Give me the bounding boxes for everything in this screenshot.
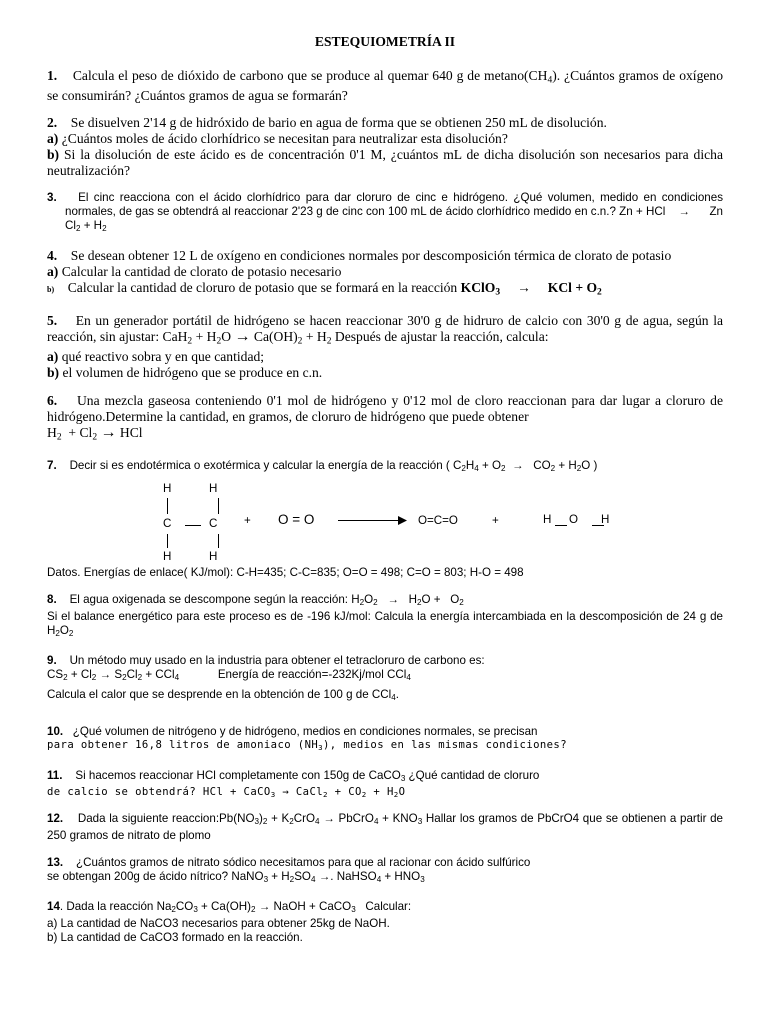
question-7: 7. Decir si es endotérmica o exotérmica y calcular la energía de la reacción ( $C_2H_4 + O_2$ → $CO_2 + H_2O$ ) <box>47 458 598 473</box>
reaction-structure-diagram <box>47 482 723 562</box>
question-11-line2: de calcio se obtendrá? HCl + CaCO$_3$ → CaCl$_2$ + $CO_2 + H_2O$ <box>47 786 406 800</box>
question-2a: a) ¿Cuántos moles de ácido clorhídrico se necesitan para neutralizar esta disolución? <box>47 131 508 147</box>
question-9-equation: $CS_2 + Cl_2 \to S_2Cl_2 + CCl_4$ Energía de reacción=-232Kj/mol CCl$_4$ <box>47 667 411 682</box>
question-8: 8. El agua oxigenada se descompone según la reacción: $H_2O_2$ → $H_2O$ + $O_2$ <box>47 592 464 607</box>
question-4b: b) Calcular la cantidad de cloruro de potasio que se formará en la reacción KClO$_3$ → KCl + $O_2$ <box>47 280 602 298</box>
question-2: 2. Se disuelven 2'14 g de hidróxido de bario en agua de forma que se obtienen 250 mL de disolución. <box>47 115 607 131</box>
plus-sign: + <box>244 513 251 527</box>
atom-h-top-left: H <box>163 481 172 495</box>
document-page <box>47 34 723 945</box>
question-5a: a) qué reactivo sobra y en que cantidad; <box>47 349 265 365</box>
question-14b: b) La cantidad de CaCO3 formado en la reacción. <box>47 931 303 945</box>
atom-h-bottom-left: H <box>163 549 172 563</box>
question-9-line3: Calcula el calor que se desprende en la obtención de 100 g de CCl$_4$. <box>47 687 399 702</box>
atom-h-bottom-right: H <box>209 549 218 563</box>
question-8-line2: Si el balance energético para este proceso es de -196 kJ/mol: Calcula la energía intercambiada en la descomposición de 24 g de $H_2O_2$ <box>47 609 723 638</box>
water-atom-o: O <box>569 512 579 526</box>
question-10-line2: para obtener 16,8 litros de amoniaco $(NH_3)$, medios en las mismas condiciones? <box>47 738 567 752</box>
plus-sign: + <box>492 513 499 527</box>
question-13: 13. ¿Cuántos gramos de nitrato sódico necesitamos para que al racionar con ácido sulfúrico <box>47 856 531 870</box>
question-4: 4. Se desean obtener 12 L de oxígeno en condiciones normales por descomposición térmica de clorato de potasio <box>47 248 672 264</box>
atom-h-top-right: H <box>209 481 218 495</box>
bond-line <box>167 534 168 548</box>
question-11: 11. Si hacemos reaccionar HCl completamente con 150g de CaCO$_3$ ¿Qué cantidad de cloruro <box>47 769 540 784</box>
question-10: 10. ¿Qué volumen de nitrógeno y de hidrógeno, medios en condiciones normales, se precisan <box>47 724 538 738</box>
bond-line <box>555 525 567 526</box>
bond-line <box>218 534 219 548</box>
water-atom-h-left: H <box>543 512 552 526</box>
bond-line <box>185 525 201 526</box>
question-12: 12. Dada la siguiente $reaccion:Pb(NO_3)_2 + K_2CrO_4$ → PbCrO$_4$ + $KNO_3$ Hallar los gramos de PbCrO4 que se obtienen a partir de 250 gramos de nitrato de plomo <box>47 812 723 843</box>
question-9: 9. Un método muy usado en la industria para obtener el tetracloruro de carbono es: <box>47 653 485 667</box>
question-4a: a) Calcular la cantidad de clorato de potasio necesario <box>47 264 342 280</box>
question-number: 1. <box>47 68 58 83</box>
question-1: 1. Calcula el peso de dióxido de carbono que se produce al quemar 640 g de $metano(CH_4)$. ¿Cuántos gramos de oxígeno se consumirán? ¿Cuántos gramos de agua se formarán? <box>47 68 723 104</box>
question-3: 3. El cinc reacciona con el ácido clorhídrico para dar cloruro de cinc e hidrógeno. ¿Qué volumen, medido en condiciones normales, de gas se obtendrá al reaccionar 2'23 g de cinc con 100 mL de ácido clorhídrico medido en c.n.? Zn + HCl → Zn $Cl_2 + H_2$ <box>47 191 723 234</box>
carbon-dioxide-molecule: O=C=O <box>418 513 458 527</box>
atom-c-left: C <box>163 516 172 530</box>
question-13-line2: se obtengan 200g de ácido nítrico? NaNO$_3$ + $H_2SO_4$ →. NaHSO$_4$ + $HNO_3$ <box>47 870 425 885</box>
reaction-arrow-head-icon <box>398 516 407 525</box>
document-title: ESTEQUIOMETRÍA II <box>314 34 456 49</box>
question-5: 5. En un generador portátil de hidrógeno se hacen reaccionar 30'0 g de hidruro de calcio con 30'0 g de agua, según la reacción, sin ajustar: $CaH_2 + H_2O \to Ca(OH)_2 + H_2$ Después de ajustar la reacción, calcula: <box>47 312 724 347</box>
reaction-arrow-shaft <box>338 520 400 521</box>
question-2b: b) Si la disolución de este ácido es de concentración 0'1 M, ¿cuántos mL de dicha disolución son necesarios para dicha neutralización? <box>47 147 723 179</box>
oxygen-molecule: O = O <box>278 511 315 527</box>
water-atom-h-right: H <box>601 512 610 526</box>
bond-line <box>218 498 219 514</box>
question-14a: a) La cantidad de NaCO3 necesarios para obtener 25kg de NaOH. <box>47 917 390 931</box>
atom-c-right: C <box>209 516 218 530</box>
question-7-data: Datos. Energías de enlace( KJ/mol): C-H=435; C-C=835; O=O = 498; C=O = 803; H-O = 498 <box>47 565 524 579</box>
question-5b: b) el volumen de hidrógeno que se produce en c.n. <box>47 365 323 381</box>
question-6-equation: $H_2 + Cl_2$ → HCl <box>47 424 143 443</box>
question-14: 14. Dada la reacción $Na_2CO_3 + Ca(OH)_2$ → NaOH + CaCO$_3$ Calcular: <box>47 900 412 915</box>
bond-line <box>167 498 168 514</box>
question-6: 6. Una mezcla gaseosa conteniendo 0'1 mol de hidrógeno y 0'12 mol de cloro reaccionan para dar lugar a cloruro de hidrógeno.Determine la cantidad, en gramos, de cloruro de hidrógeno que puede obtener <box>47 393 723 425</box>
